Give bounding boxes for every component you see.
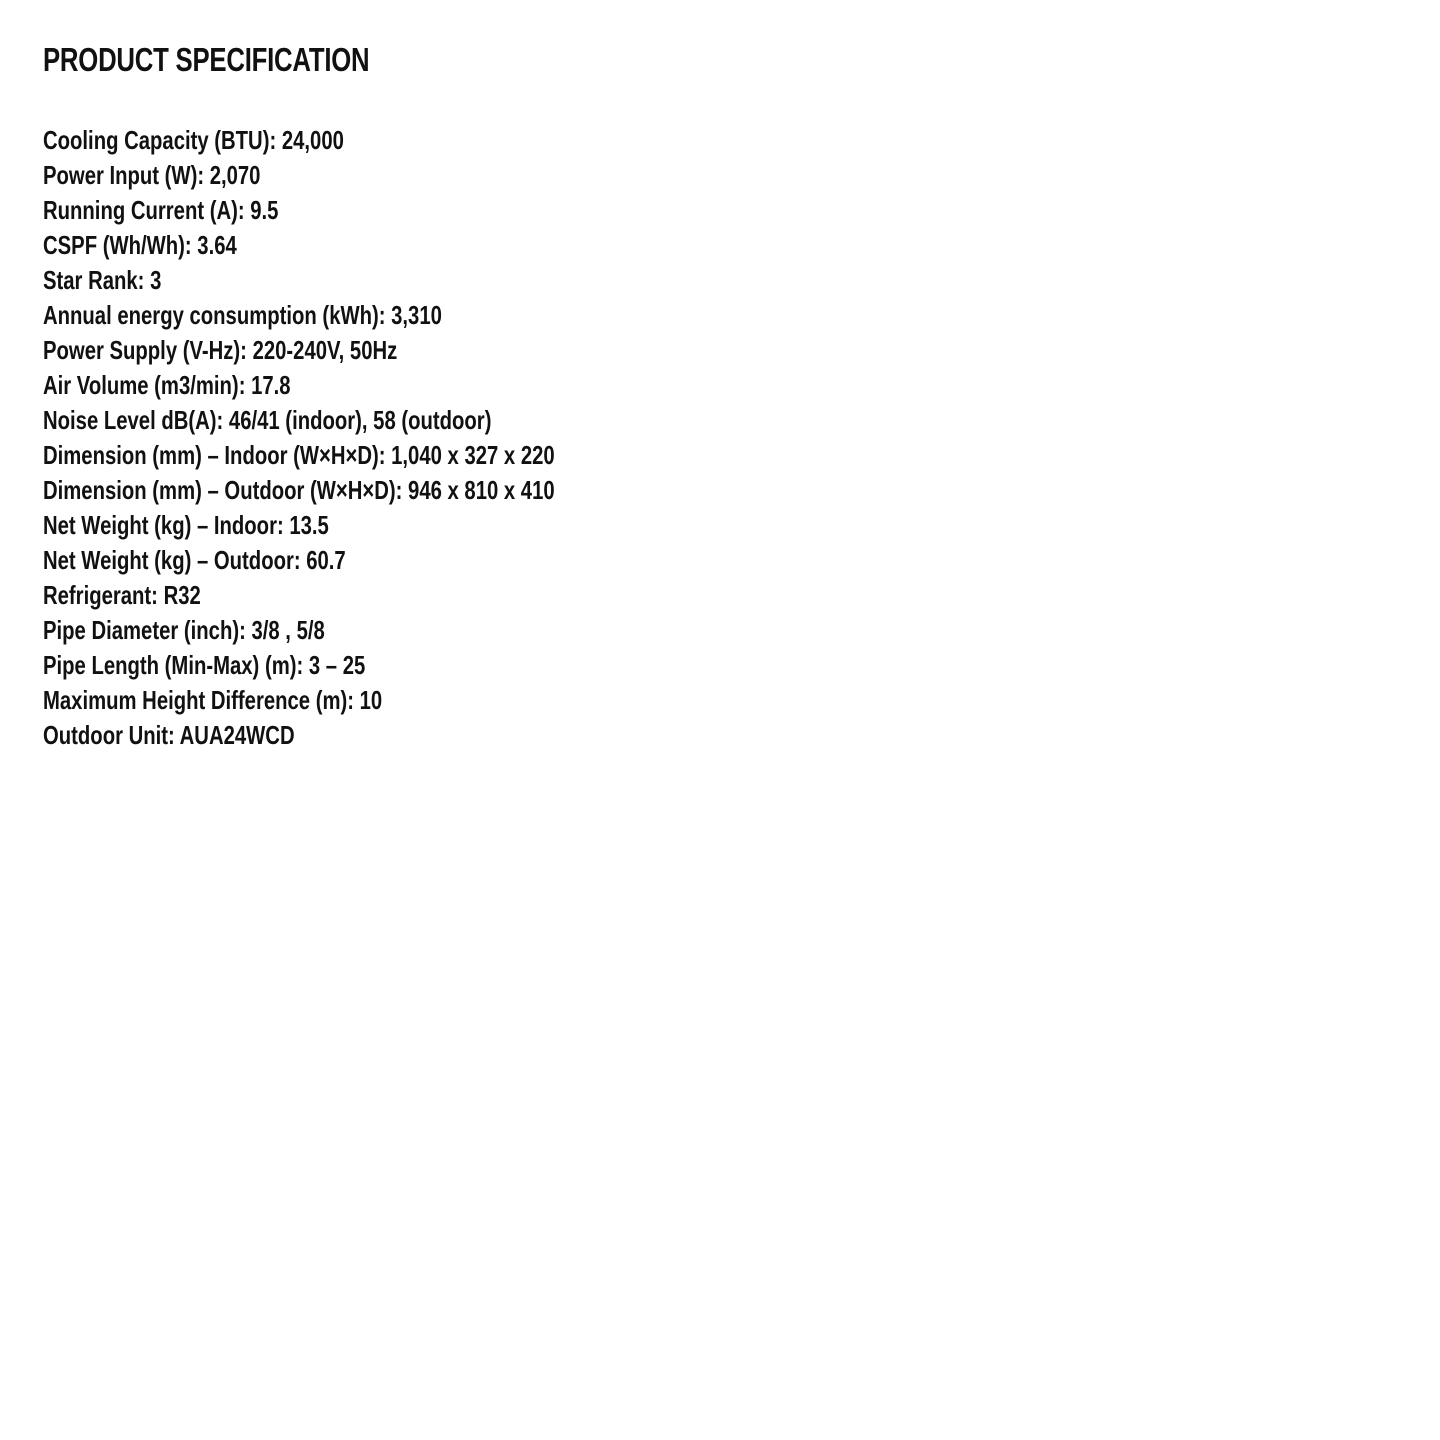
spec-max-height-difference: Maximum Height Difference (m): 10 bbox=[43, 685, 383, 715]
spec-net-weight-outdoor: Net Weight (kg) – Outdoor: 60.7 bbox=[43, 545, 346, 575]
spec-cooling-capacity: Cooling Capacity (BTU): 24,000 bbox=[43, 125, 344, 155]
spec-power-supply: Power Supply (V-Hz): 220-240V, 50Hz bbox=[43, 335, 398, 365]
spec-power-input: Power Input (W): 2,070 bbox=[43, 160, 261, 190]
spec-list bbox=[43, 123, 699, 753]
spec-noise-level: Noise Level dB(A): 46/41 (indoor), 58 (outdoor) bbox=[43, 405, 492, 435]
spec-dimension-indoor: Dimension (mm) – Indoor (W×H×D): 1,040 x 327 x 220 bbox=[43, 440, 555, 470]
spec-net-weight-indoor: Net Weight (kg) – Indoor: 13.5 bbox=[43, 510, 329, 540]
spec-cspf: CSPF (Wh/Wh): 3.64 bbox=[43, 230, 237, 260]
spec-star-rank: Star Rank: 3 bbox=[43, 265, 162, 295]
spec-annual-energy: Annual energy consumption (kWh): 3,310 bbox=[43, 300, 442, 330]
page-title: PRODUCT SPECIFICATION bbox=[43, 41, 370, 78]
spec-dimension-outdoor: Dimension (mm) – Outdoor (W×H×D): 946 x 810 x 410 bbox=[43, 475, 555, 505]
spec-refrigerant: Refrigerant: R32 bbox=[43, 580, 201, 610]
spec-pipe-length: Pipe Length (Min-Max) (m): 3 – 25 bbox=[43, 650, 366, 680]
spec-air-volume: Air Volume (m3/min): 17.8 bbox=[43, 370, 291, 400]
spec-pipe-diameter: Pipe Diameter (inch): 3/8 , 5/8 bbox=[43, 615, 325, 645]
spec-document bbox=[43, 38, 1403, 750]
spec-running-current: Running Current (A): 9.5 bbox=[43, 195, 279, 225]
spec-outdoor-unit: Outdoor Unit: AUA24WCD bbox=[43, 720, 295, 750]
